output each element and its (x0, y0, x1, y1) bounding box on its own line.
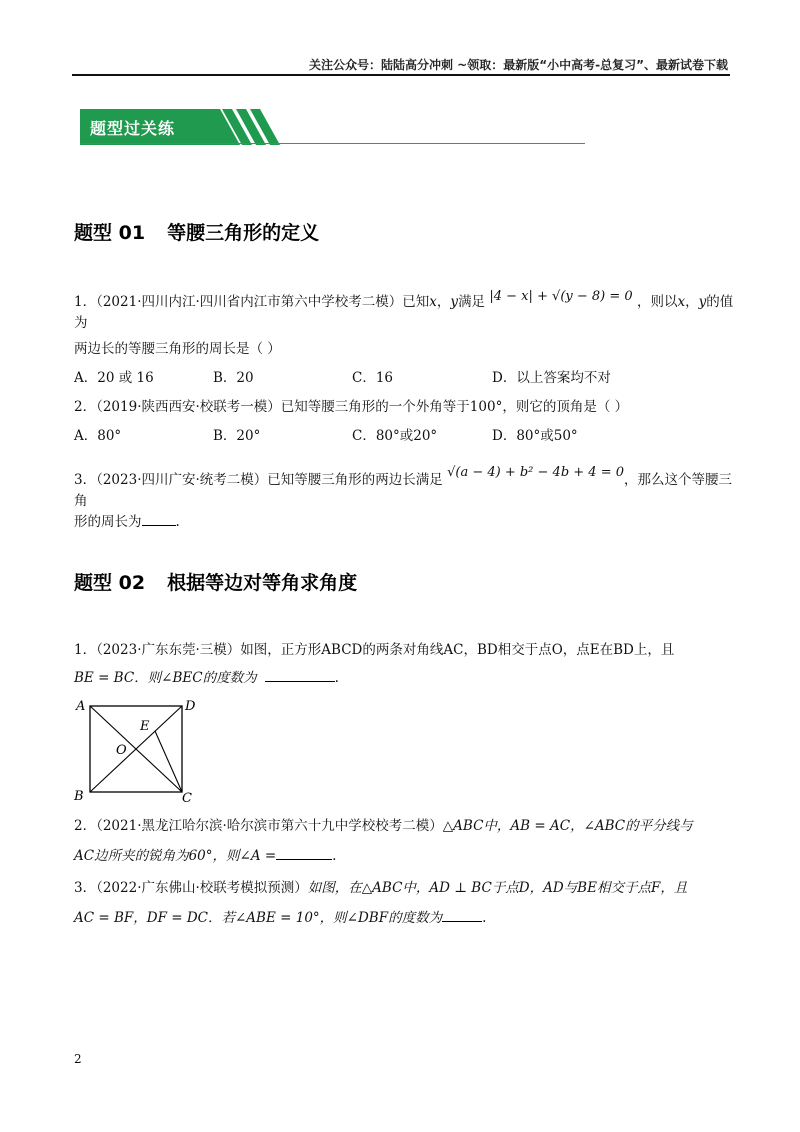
question-text: 的值为 (74, 294, 734, 331)
label-C: C (182, 791, 192, 806)
option-a: A．80° (74, 428, 122, 444)
punct: . (334, 670, 339, 686)
question-2-3-line2 (74, 908, 734, 928)
answer-blank[interactable] (442, 921, 482, 922)
question-2-1 (74, 640, 734, 660)
question-2-2 (74, 816, 734, 836)
question-number: 2． (74, 818, 97, 834)
option-c: C．16 (352, 370, 394, 386)
punct: ， (685, 294, 699, 310)
question-text: ，则以 (636, 294, 678, 310)
section-heading: 根据等边对等角求角度 (167, 572, 358, 594)
question-number: 1． (74, 294, 97, 310)
punct: ， (436, 294, 451, 310)
option-c: C．80°或20° (352, 428, 438, 444)
question-text: 已知 (402, 294, 430, 310)
question-source: （2019·陕西西安·校联考一模） (96, 399, 281, 415)
question-1-1-line2: 两边长的等腰三角形的周长是（ ） (74, 341, 281, 357)
square-diagram (70, 696, 200, 806)
equation: √(a − 4) + b² − 4b + 4 = 0 (447, 465, 624, 480)
option-d: D．以上答案均不对 (492, 370, 611, 386)
question-1-1 (74, 289, 734, 333)
question-2-1-line2 (74, 668, 734, 688)
angle-value: 100° (469, 399, 503, 415)
page-number: 2 (74, 1052, 82, 1066)
section-number: 题型 01 (74, 222, 146, 244)
question-source: （2023·四川广安·统考二模） (96, 472, 268, 488)
punct: . (175, 514, 180, 530)
punct: . (332, 848, 337, 864)
question-source: （2022·广东佛山·校联考模拟预测） (96, 880, 308, 896)
question-source: （2023·广东东莞·三模） (96, 642, 241, 658)
question-1-3-line2 (74, 512, 734, 532)
question-text: 满足 (458, 294, 486, 310)
label-A: A (76, 699, 86, 714)
banner-underline (80, 143, 585, 144)
label-E: E (140, 719, 150, 734)
section-heading: 等腰三角形的定义 (167, 222, 320, 244)
page-header: 关注公众号：陆陆高分冲刺 ~领取：最新版“小中高考-总复习”、最新试卷下载 (309, 58, 728, 72)
question-text: 如图，正方形ABCD的两条对角线AC，BD相交于点O，点E在BD上，且 (240, 642, 675, 658)
answer-blank[interactable] (276, 859, 332, 860)
label-B: B (74, 789, 84, 804)
question-text: △ABC中，AB = AC，∠ABC的平分线与 (442, 818, 693, 834)
section-title-2 (74, 568, 357, 595)
punct: . (482, 910, 487, 926)
question-text: 已知等腰三角形的两边长满足 (267, 472, 443, 488)
question-number: 3． (74, 472, 97, 488)
math-var: x (677, 294, 686, 310)
equation: |4 − x| + √(y − 8) = 0 (489, 289, 633, 304)
question-text: AC边所夹的锐角为60°，则∠A = (74, 848, 277, 864)
option-a: A．20 或 16 (74, 370, 154, 386)
option-b: B．20° (213, 428, 261, 444)
question-text: AC = BF，DF = DC．若∠ABE = 10°，则∠DBF的度数为 (74, 910, 443, 926)
option-d: D．80°或50° (492, 428, 578, 444)
question-1-2 (74, 397, 734, 417)
question-text: 如图，在△ABC中，AD ⊥ BC于点D，AD与BE相交于点F，且 (307, 880, 688, 896)
answer-blank[interactable] (265, 681, 335, 682)
math-var: x (429, 294, 437, 310)
option-b: B．20 (213, 370, 254, 386)
question-text: 形的周长为 (74, 514, 142, 530)
section-number: 题型 02 (74, 572, 146, 594)
answer-blank[interactable] (142, 525, 176, 526)
question-source: （2021·黑龙江哈尔滨·哈尔滨市第六十九中学校校考二模） (96, 818, 443, 834)
math-var: y (450, 294, 459, 310)
question-source: （2021·四川内江·四川省内江市第六中学校考二模） (96, 294, 403, 310)
question-2-2-line2 (74, 846, 734, 866)
question-text: 已知等腰三角形的一个外角等于 (280, 399, 470, 415)
section-title-1 (74, 218, 319, 245)
question-2-3 (74, 878, 734, 898)
label-O: O (116, 743, 127, 758)
question-number: 2． (74, 399, 97, 415)
question-text: BE = BC．则∠BEC的度数为 (74, 670, 257, 686)
question-number: 1． (74, 642, 97, 658)
math-var: y (698, 294, 707, 310)
question-number: 3． (74, 880, 97, 896)
question-text: ，则它的顶角是（ ） (502, 399, 629, 415)
banner-label: 题型过关练 (90, 119, 176, 138)
question-text: ，那么这个等腰三角 (74, 472, 732, 509)
label-D: D (185, 699, 196, 714)
header-divider (72, 74, 730, 76)
question-1-3 (74, 465, 734, 511)
